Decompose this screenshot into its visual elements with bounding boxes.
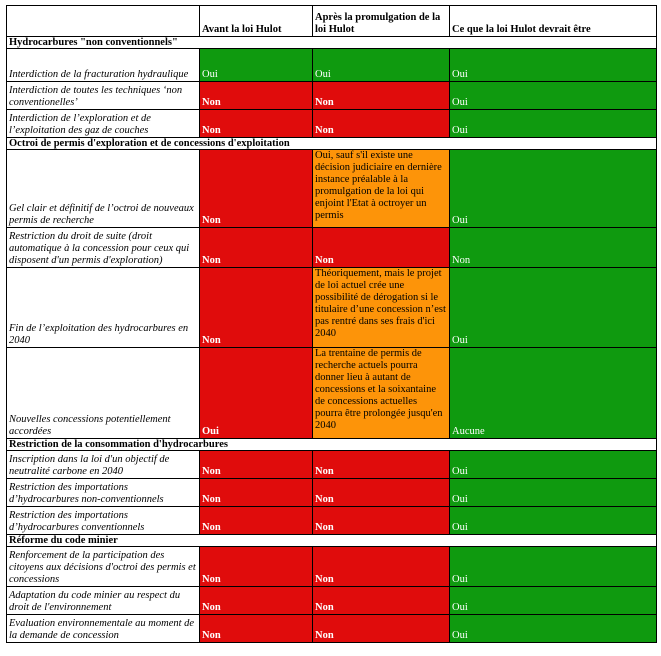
header-empty-cell	[7, 6, 200, 37]
row-label: Nouvelles concessions potentiellement accordées	[7, 348, 200, 439]
cell-before: Non	[200, 82, 313, 110]
header-row	[7, 6, 657, 37]
cell-before: Non	[200, 507, 313, 535]
cell-after: Non	[313, 110, 450, 138]
cell-before: Non	[200, 110, 313, 138]
cell-after: Non	[313, 451, 450, 479]
cell-should: Oui	[450, 110, 657, 138]
table-row	[7, 547, 657, 587]
cell-after: Non	[313, 507, 450, 535]
row-label: Interdiction de toutes les techniques ‘non conventionelles’	[7, 82, 200, 110]
section-heading-row	[7, 439, 657, 451]
cell-after: Non	[313, 547, 450, 587]
cell-should: Oui	[450, 547, 657, 587]
section-title: Hydrocarbures "non conventionnels"	[7, 37, 657, 49]
cell-after: Oui, sauf s'il existe une décision judiciaire en dernière instance préalable à la promulgation de la loi qui enjoint l'Etat à octroyer un permis	[313, 150, 450, 228]
row-label: Fin de l’exploitation des hydrocarbures en 2040	[7, 268, 200, 348]
row-label: Gel clair et définitif de l’octroi de nouveaux permis de recherche	[7, 150, 200, 228]
table-row	[7, 451, 657, 479]
cell-should: Non	[450, 228, 657, 268]
cell-should: Oui	[450, 507, 657, 535]
cell-should: Oui	[450, 587, 657, 615]
table-row	[7, 82, 657, 110]
cell-should: Aucune	[450, 348, 657, 439]
cell-should: Oui	[450, 451, 657, 479]
section-heading-row	[7, 535, 657, 547]
cell-should: Oui	[450, 615, 657, 643]
row-label: Restriction des importations d’hydrocarbures non-conventionnels	[7, 479, 200, 507]
cell-after: Non	[313, 587, 450, 615]
row-label: Renforcement de la participation des citoyens aux décisions d'octroi des permis et concessions	[7, 547, 200, 587]
table-row	[7, 479, 657, 507]
table-row	[7, 150, 657, 228]
cell-before: Non	[200, 615, 313, 643]
table-row	[7, 587, 657, 615]
cell-after: Non	[313, 479, 450, 507]
cell-before: Non	[200, 228, 313, 268]
cell-after: Non	[313, 228, 450, 268]
comparison-table	[6, 5, 657, 643]
cell-should: Oui	[450, 150, 657, 228]
cell-after: La trentaine de permis de recherche actuels pourra donner lieu à autant de concessions et la soixantaine de concessions actuelles pourra être prolongée jusqu'en 2040	[313, 348, 450, 439]
section-heading-row	[7, 138, 657, 150]
table-row	[7, 268, 657, 348]
cell-after: Non	[313, 82, 450, 110]
cell-before: Non	[200, 587, 313, 615]
cell-before: Non	[200, 150, 313, 228]
table-row	[7, 228, 657, 268]
cell-should: Oui	[450, 82, 657, 110]
cell-after: Non	[313, 615, 450, 643]
header-after: Après la promulgation de la loi Hulot	[313, 6, 450, 37]
cell-before: Oui	[200, 348, 313, 439]
row-label: Restriction du droit de suite (droit automatique à la concession pour ceux qui disposent d'un permis d'exploration)	[7, 228, 200, 268]
cell-before: Non	[200, 547, 313, 587]
cell-before: Oui	[200, 49, 313, 82]
section-title: Restriction de la consommation d'hydrocarbures	[7, 439, 657, 451]
cell-after: Théoriquement, mais le projet de loi actuel crée une possibilité de dérogation si le titulaire d’une concession n’est pas rentré dans ses frais d'ici 2040	[313, 268, 450, 348]
table-row	[7, 110, 657, 138]
cell-before: Non	[200, 479, 313, 507]
row-label: Restriction des importations d’hydrocarbures conventionnels	[7, 507, 200, 535]
row-label: Interdiction de la fracturation hydraulique	[7, 49, 200, 82]
header-should: Ce que la loi Hulot devrait être	[450, 6, 657, 37]
table-row	[7, 615, 657, 643]
table-row	[7, 507, 657, 535]
table-row	[7, 49, 657, 82]
cell-should: Oui	[450, 49, 657, 82]
cell-before: Non	[200, 451, 313, 479]
section-title: Octroi de permis d'exploration et de concessions d'exploitation	[7, 138, 657, 150]
header-before: Avant la loi Hulot	[200, 6, 313, 37]
table-body	[7, 37, 657, 643]
cell-should: Oui	[450, 268, 657, 348]
cell-before: Non	[200, 268, 313, 348]
row-label: Inscription dans la loi d'un objectif de neutralité carbone en 2040	[7, 451, 200, 479]
section-heading-row	[7, 37, 657, 49]
cell-should: Oui	[450, 479, 657, 507]
row-label: Adaptation du code minier au respect du droit de l'environnement	[7, 587, 200, 615]
row-label: Evaluation environnementale au moment de la demande de concession	[7, 615, 200, 643]
section-title: Réforme du code minier	[7, 535, 657, 547]
cell-after: Oui	[313, 49, 450, 82]
table-row	[7, 348, 657, 439]
row-label: Interdiction de l’exploration et de l’exploitation des gaz de couches	[7, 110, 200, 138]
